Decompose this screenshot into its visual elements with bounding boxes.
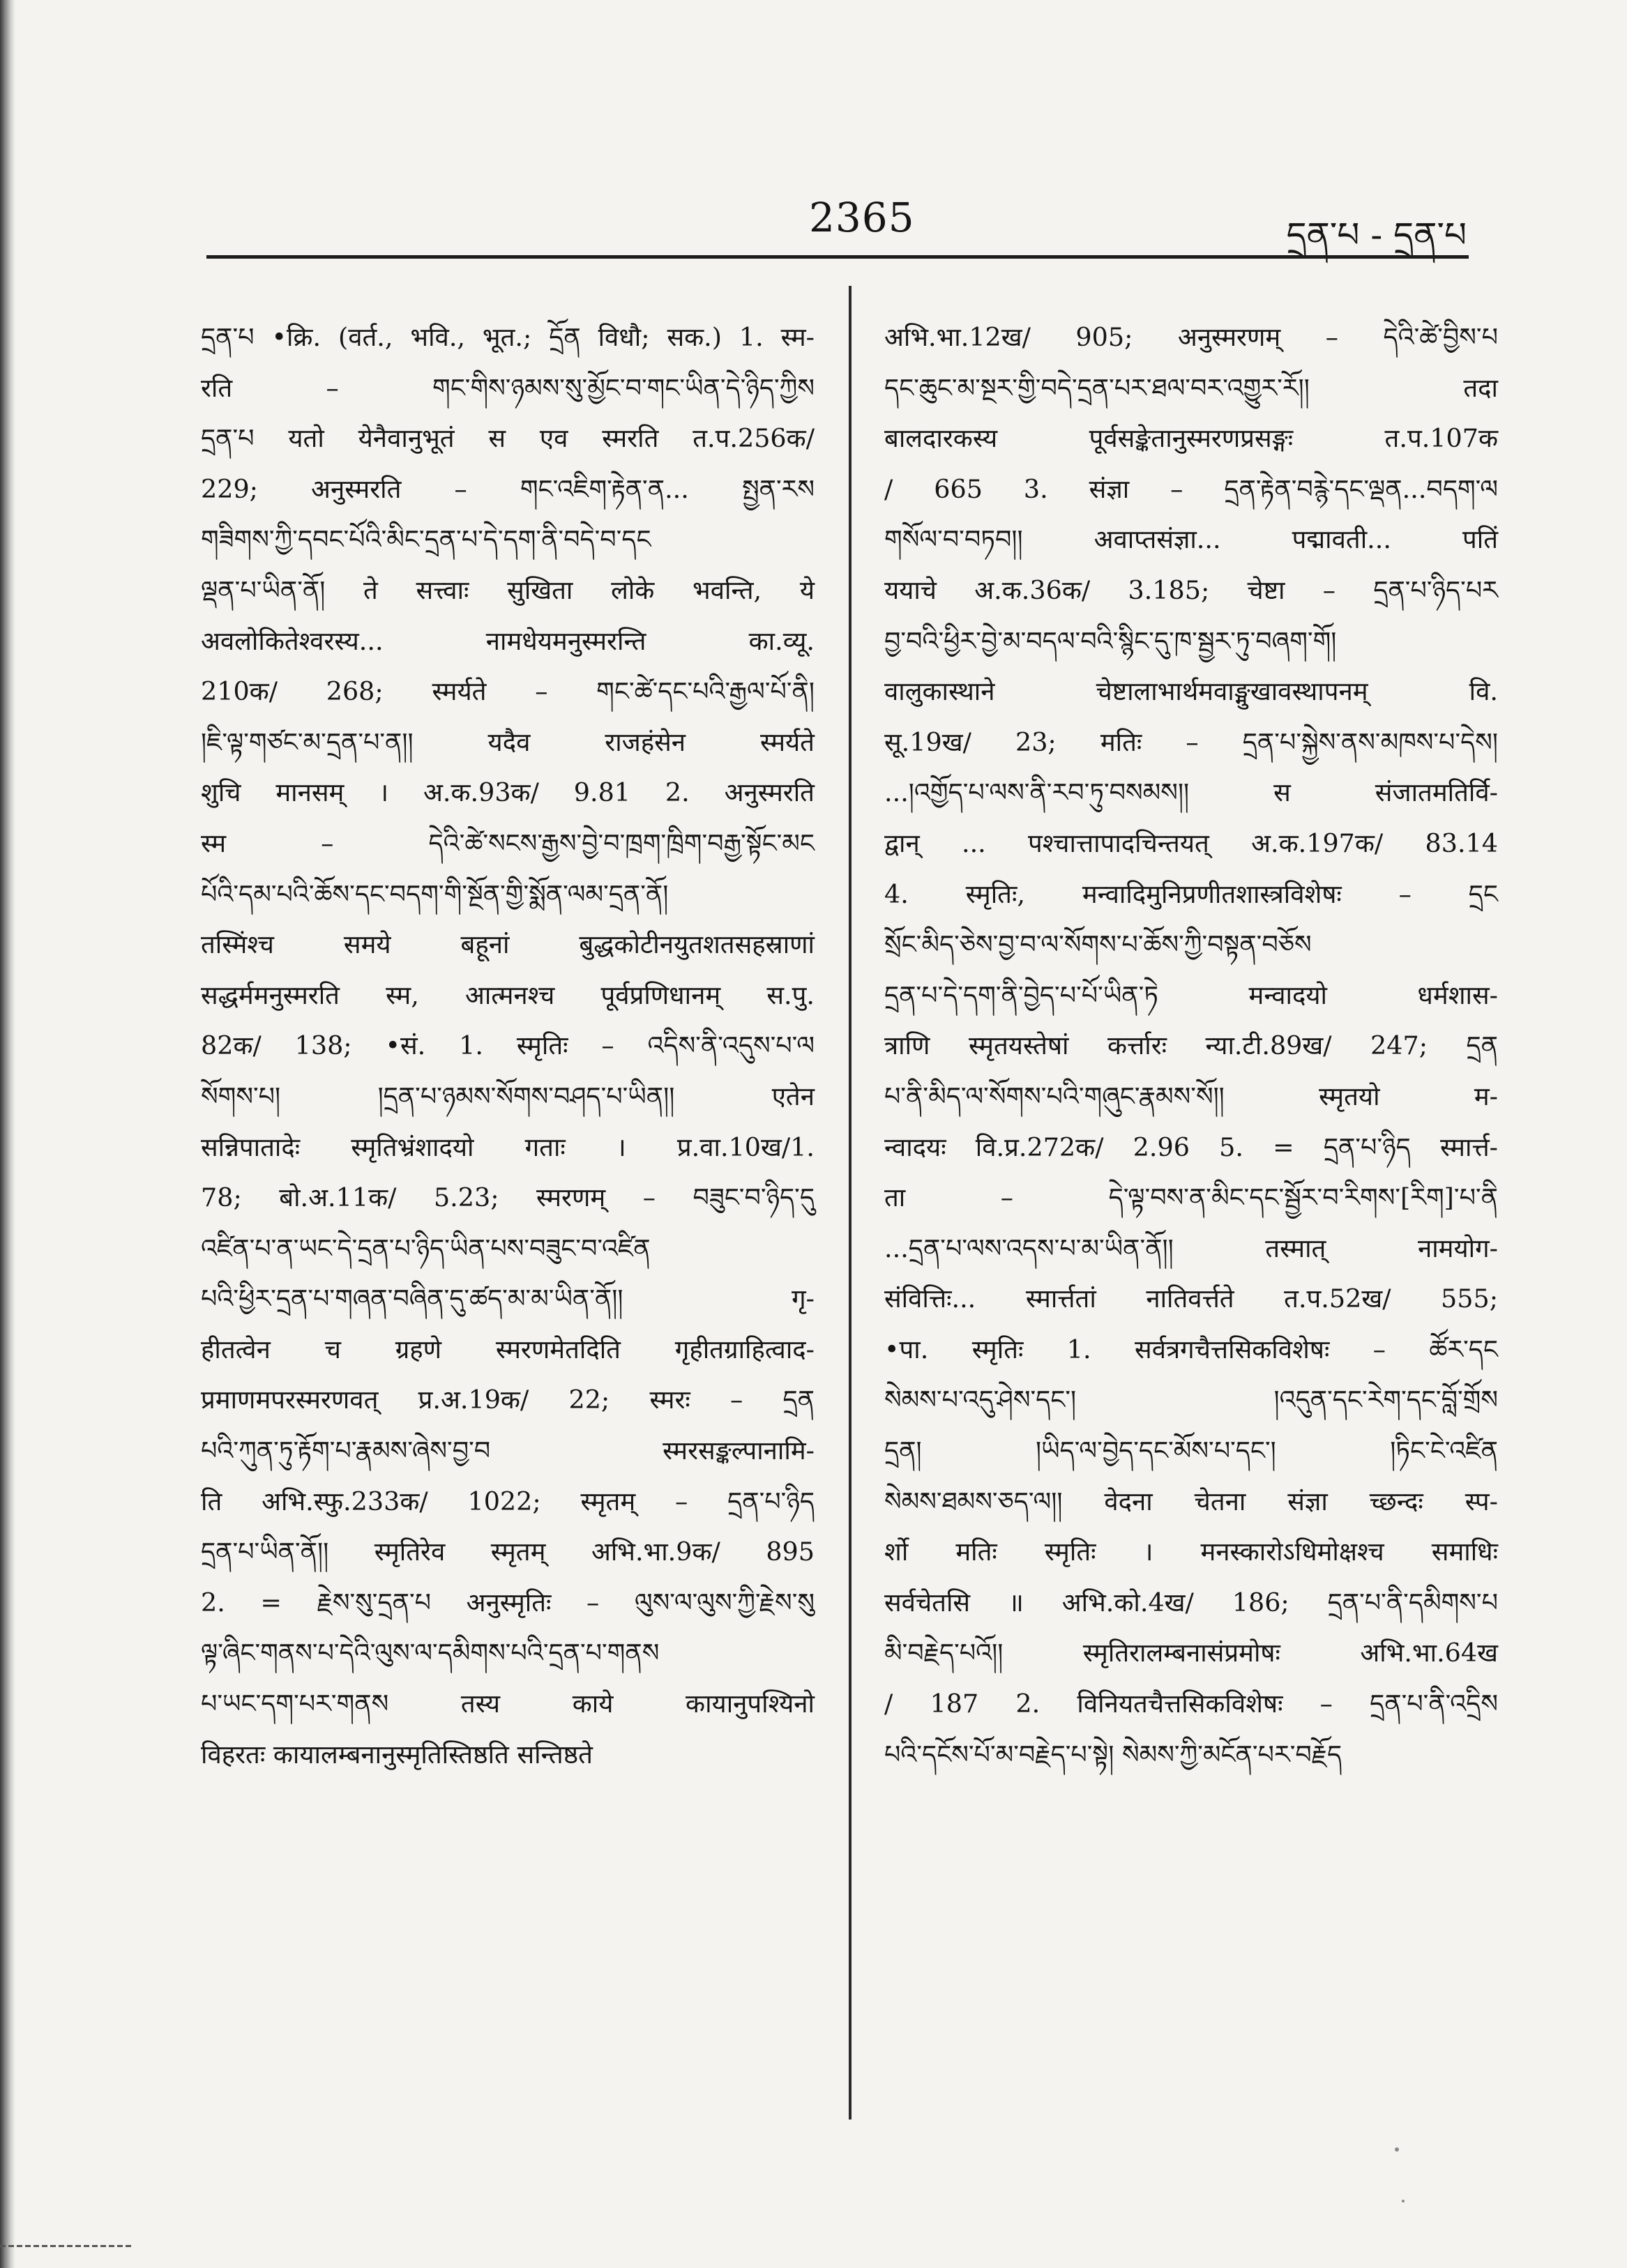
scan-edge-shadow	[0, 0, 15, 2268]
text-line: सू.19ख/ 23; मतिः – དྲན་པ་སྐྱེས་ནས་མཁས་པ་དེས།	[884, 726, 1498, 757]
text-line: सर्वचेतसि ॥ अभि.को.4ख/ 186; དྲན་པ་ནི་དམིགས་པ	[884, 1587, 1498, 1618]
text-line: अवलोकितेश्वरस्य... नामधेयमनुस्मरन्ति का.व्यू.	[201, 625, 815, 656]
running-head: དྲན་པ - དྲན་པ	[1286, 215, 1467, 255]
text-line: པའི་ཕྱིར་དྲན་པ་གཞན་བཞིན་དུ་ཚད་མ་མ་ཡིན་ནོ།། गृ-	[201, 1284, 815, 1314]
text-line: པ་ཡང་དག་པར་གནས तस्य काये कायानुपश्यिनो	[201, 1689, 815, 1719]
left-column	[201, 312, 815, 1780]
text-line: 229; अनुस्मरति – གང་འཇིག་རྟེན་ན... སྤྱན་རས	[201, 473, 815, 504]
text-line: अभि.भा.12ख/ 905; अनुस्मरणम् – དེའི་ཚེ་བྱིས་པ	[884, 322, 1498, 352]
text-line: सन्निपातादेः स्मृतिभ्रंशादयो गताः । प्र.वा.10ख/1.	[201, 1132, 815, 1162]
text-line: ལྟ་ཞིང་གནས་པ་དེའི་ལུས་ལ་དམིགས་པའི་དྲན་པ་གནས	[201, 1638, 660, 1668]
text-line: त्राणि स्मृतयस्तेषां कर्त्तारः न्या.टी.89ख/ 247; དྲན	[884, 1030, 1498, 1061]
text-line: ता – དེ་ལྟ་བས་ན་མིང་དང་སྦྱོར་བ་རིགས་[རིག]་པ་ནི	[884, 1182, 1498, 1213]
text-line: स्म – དེའི་ཚེ་སངས་རྒྱས་བྱེ་བ་ཁྲག་ཁྲིག་བརྒྱ་སྟོང་མང	[201, 828, 815, 858]
text-line: / 665 3. संज्ञा – དྲན་རྟེན་བརྙེ་དང་ལྡན...བདག་ལ	[884, 473, 1498, 504]
header-rule	[206, 255, 1469, 259]
text-line: དྲན་པ་དེ་དག་ནི་བྱེད་པ་པོ་ཡིན་ཏེ मन्वादयो धर्मशास-	[884, 980, 1498, 1010]
text-line: པའི་དངོས་པོ་མ་བརྗེད་པ་སྟེ། སེམས་ཀྱི་མངོན་པར་བརྗོད	[884, 1739, 1342, 1770]
footer-mark	[0, 2245, 133, 2247]
scan-speck	[1395, 2147, 1399, 2152]
text-line: དྲན་པ यतो येनैवानुभूतं स एव स्मरति त.प.256क/	[201, 423, 815, 454]
text-line: ति अभि.स्फु.233क/ 1022; स्मृतम् – དྲན་པ་ཉིད	[201, 1486, 815, 1516]
text-line: སྲོང་མིད་ཅེས་བྱ་བ་ལ་སོགས་པ་ཆོས་ཀྱི་བསྟན་བཅོས	[884, 929, 1312, 960]
scan-speck	[1402, 2200, 1405, 2202]
text-line: तस्मिंश्च समये बहूनां बुद्धकोटीनयुतशतसहस्राणां	[201, 929, 815, 960]
text-line: དྲན་པ་ཡིན་ནོ།། स्मृतिरेव स्मृतम् अभि.भा.9क/ 895	[201, 1537, 815, 1567]
text-line: སོགས་པ། །དྲན་པ་ཉམས་སོགས་བཤད་པ་ཡིན།། एतेन	[201, 1081, 815, 1111]
text-line: སེམས་པ་འདུ་ཤེས་དང་། །འདུན་དང་རེག་དང་བློ་གྲོས	[884, 1385, 1498, 1415]
text-line: बालदारकस्य पूर्वसङ्केतानुस्मरणप्रसङ्गः त.प.107क	[884, 423, 1498, 454]
text-line: संवित्तिः... स्मार्त्ततां नातिवर्त्तते त.प.52ख/ 555;	[884, 1284, 1498, 1314]
text-line: མི་བརྗེད་པའོ།། स्मृतिरालम्बनासंप्रमोषः अभि.भा.64ख	[884, 1638, 1498, 1668]
text-line: སེམས་ཐམས་ཅད་ལ།། वेदना चेतना संज्ञा च्छन्दः स्प-	[884, 1486, 1498, 1516]
text-line: वालुकास्थाने चेष्टालाभार्थमवाङ्मुखावस्थापनम् वि.	[884, 676, 1498, 707]
text-line: པོའི་དམ་པའི་ཆོས་དང་བདག་གི་སྔོན་གྱི་སྨོན་ལམ་དྲན་ནོ།	[201, 878, 669, 909]
text-line: 82क/ 138; •सं. 1. स्मृतिः – འདིས་ནི་འདུས་པ་ལ	[201, 1030, 815, 1061]
text-line: གསོལ་བ་བཏབ།། अवाप्तसंज्ञा... पद्मावती... पतिं	[884, 524, 1498, 555]
text-line: ...།འགྱོད་པ་ལས་ནི་རབ་ཏུ་བསམས།། स संजातमतिर्वि-	[884, 777, 1498, 808]
text-line: •पा. स्मृतिः 1. सर्वत्रगचैत्तसिकविशेषः – ཚོར་དང	[884, 1334, 1498, 1364]
text-line: པ་ནི་མིད་ལ་སོགས་པའི་གཞུང་རྣམས་སོ།། स्मृतयो म-	[884, 1081, 1498, 1111]
text-line: शुचि मानसम् । अ.क.93क/ 9.81 2. अनुस्मरति	[201, 777, 815, 808]
text-line: न्वादयः वि.प्र.272क/ 2.96 5. = དྲན་པ་ཉིད स्मार्त्त-	[884, 1132, 1498, 1162]
text-line: द्वान् ... पश्चात्तापादचिन्तयत् अ.क.197क/ 83.14	[884, 828, 1498, 858]
text-line: / 187 2. विनियतचैत्तसिकविशेषः – དྲན་པ་ནི་འདྲིས	[884, 1689, 1498, 1719]
text-line: །ཇི་ལྟ་གཙང་མ་དྲན་པ་ན།། यदैव राजहंसेन स्मर्यते	[201, 726, 815, 757]
text-line: འཛིན་པ་ན་ཡང་དེ་དྲན་པ་ཉིད་ཡིན་པས་བཟུང་བ་འཛིན	[201, 1233, 651, 1263]
text-line: དང་ཆུང་མ་སྔར་གྱི་བདེ་དྲན་པར་ཐལ་བར་འགྱུར་རོ།། तदा	[884, 372, 1498, 403]
text-line: ལྡན་པ་ཡིན་ནོ། ते सत्त्वाः सुखिता लोके भवन्ति, ये	[201, 574, 815, 605]
text-line: 2. = རྗེས་སུ་དྲན་པ अनुस्मृतिः – ལུས་ལ་ལུས་ཀྱི་རྗེས་སུ	[201, 1587, 815, 1618]
text-line: र्शो मतिः स्मृतिः । मनस्कारोऽधिमोक्षश्च समाधिः	[884, 1537, 1498, 1567]
page-number: 2365	[809, 194, 915, 241]
text-line: रति – གང་གིས་ཉམས་སུ་མྱོང་བ་གང་ཡིན་དེ་ཉིད་ཀྱིས	[201, 372, 815, 403]
text-line: གཟིགས་ཀྱི་དབང་པོའི་མིང་དྲན་པ་དེ་དག་ནི་བདེ་བ་དང	[201, 524, 651, 555]
text-line: 4. स्मृतिः, मन्वादिमुनिप्रणीतशास्त्रविशेषः – དྲང	[884, 878, 1498, 909]
text-line: सद्धर्ममनुस्मरति स्म, आत्मनश्च पूर्वप्रणिधानम् स.पु.	[201, 980, 815, 1010]
text-line: བྱ་བའི་ཕྱིར་བྱེ་མ་བདལ་བའི་སྙིང་དུ་ཁ་སྦྱར་ཏུ་བཞག་གོ།	[884, 625, 1337, 656]
text-line: པའི་ཀུན་ཏུ་རྟོག་པ་རྣམས་ཞེས་བྱ་བ स्मरसङ्कल्पानामि-	[201, 1436, 815, 1466]
text-line: དྲན། །ཡིད་ལ་བྱེད་དང་མོས་པ་དང་། །ཏིང་ངེ་འཛིན	[884, 1436, 1498, 1466]
right-column	[884, 312, 1498, 1780]
text-line: ययाचे अ.क.36क/ 3.185; चेष्टा – དྲན་པ་ཉིད་པར	[884, 574, 1498, 605]
text-line: 78; बो.अ.11क/ 5.23; स्मरणम् – བཟུང་བ་ཉིད་དུ	[201, 1182, 815, 1213]
text-line: हीतत्वेन च ग्रहणे स्मरणमेतदिति गृहीतग्राहित्वाद-	[201, 1334, 815, 1364]
text-line: विहरतः कायालम्बनानुस्मृतिस्तिष्ठति सन्तिष्ठते	[201, 1739, 593, 1770]
text-line: प्रमाणमपरस्मरणवत् प्र.अ.19क/ 22; स्मरः – དྲན	[201, 1385, 815, 1415]
text-line: ...དྲན་པ་ལས་འདས་པ་མ་ཡིན་ནོ།། तस्मात् नामयोग-	[884, 1233, 1498, 1263]
column-divider	[849, 286, 852, 2119]
text-line: 210क/ 268; स्मर्यते – གང་ཚེ་དང་པའི་རྒྱལ་པོ་ནི།	[201, 676, 815, 707]
text-line: དྲན་པ •क्रि. (वर्त., भवि., भूत.; དྲོན विधौ; सक.) 1. स्म-	[201, 322, 815, 352]
